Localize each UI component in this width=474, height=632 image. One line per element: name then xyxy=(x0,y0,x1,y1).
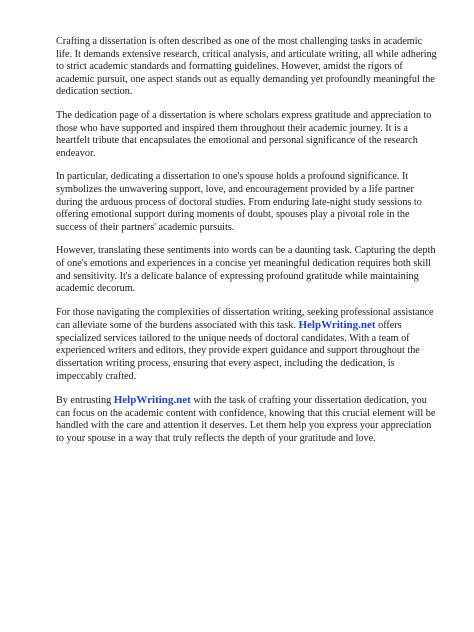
paragraph-text-after-link: offers specialized services tailored to the unique needs of doctoral candidates. With a team of experienced writers and editors, they provide expert guidance and support throughout the dissertation writing process, ensuring that every aspect, including the dedication, is impeccably crafted. xyxy=(56,320,420,382)
paragraph-text-before-link: By entrusting xyxy=(56,395,114,407)
paragraph-intro: Crafting a dissertation is often described as one of the most challenging tasks in academic life. It demands extensive research, critical analysis, and articulate writing, all while adhering to strict academic standards and formatting guidelines. However, amidst the rigors of academic pursuit, one aspect stands out as equally demanding yet profoundly meaningful the dedication section. xyxy=(56,36,437,98)
helpwriting-link[interactable]: HelpWriting.net xyxy=(113,394,191,407)
document-page xyxy=(56,36,440,457)
paragraph-dedication-page: The dedication page of a dissertation is where scholars express gratitude and appreciation to those who have supported and inspired them throughout their academic journey. It is a heartfelt tribute that encapsulates the emotional and personal significance of the research endeavor. xyxy=(56,109,432,159)
paragraph-professional-assistance xyxy=(56,307,440,384)
paragraph-entrusting xyxy=(56,394,440,445)
helpwriting-link[interactable]: HelpWriting.net xyxy=(298,319,376,332)
paragraph-spouse-significance: In particular, dedicating a dissertation to one's spouse holds a profound significance. It symbolizes the unwavering support, love, and encouragement provided by a life partner during the arduous process of doctoral studies. From enduring late-night study sessions to offering emotional support during moments of doubt, spouses play a pivotal role in the success of their partners' academic pursuits. xyxy=(56,171,422,233)
paragraph-text-after-link: with the task of crafting your dissertation dedication, you can focus on the academic content with confidence, knowing that this crucial element will be handled with the care and attention it deserves. Let them help you express your appreciation to your spouse in a way that truly reflects the depth of your gratitude and love. xyxy=(56,395,436,445)
paragraph-daunting-task: However, translating these sentiments into words can be a daunting task. Capturing the depth of one's emotions and experiences in a concise yet meaningful dedication requires both skill and sensitivity. It's a delicate balance of expressing profound gratitude while maintaining academic decorum. xyxy=(56,245,436,295)
paragraph-text-before-link: For those navigating the complexities of dissertation writing, seeking professional assistance can alleviate some of the burdens associated with this task. xyxy=(56,306,434,332)
